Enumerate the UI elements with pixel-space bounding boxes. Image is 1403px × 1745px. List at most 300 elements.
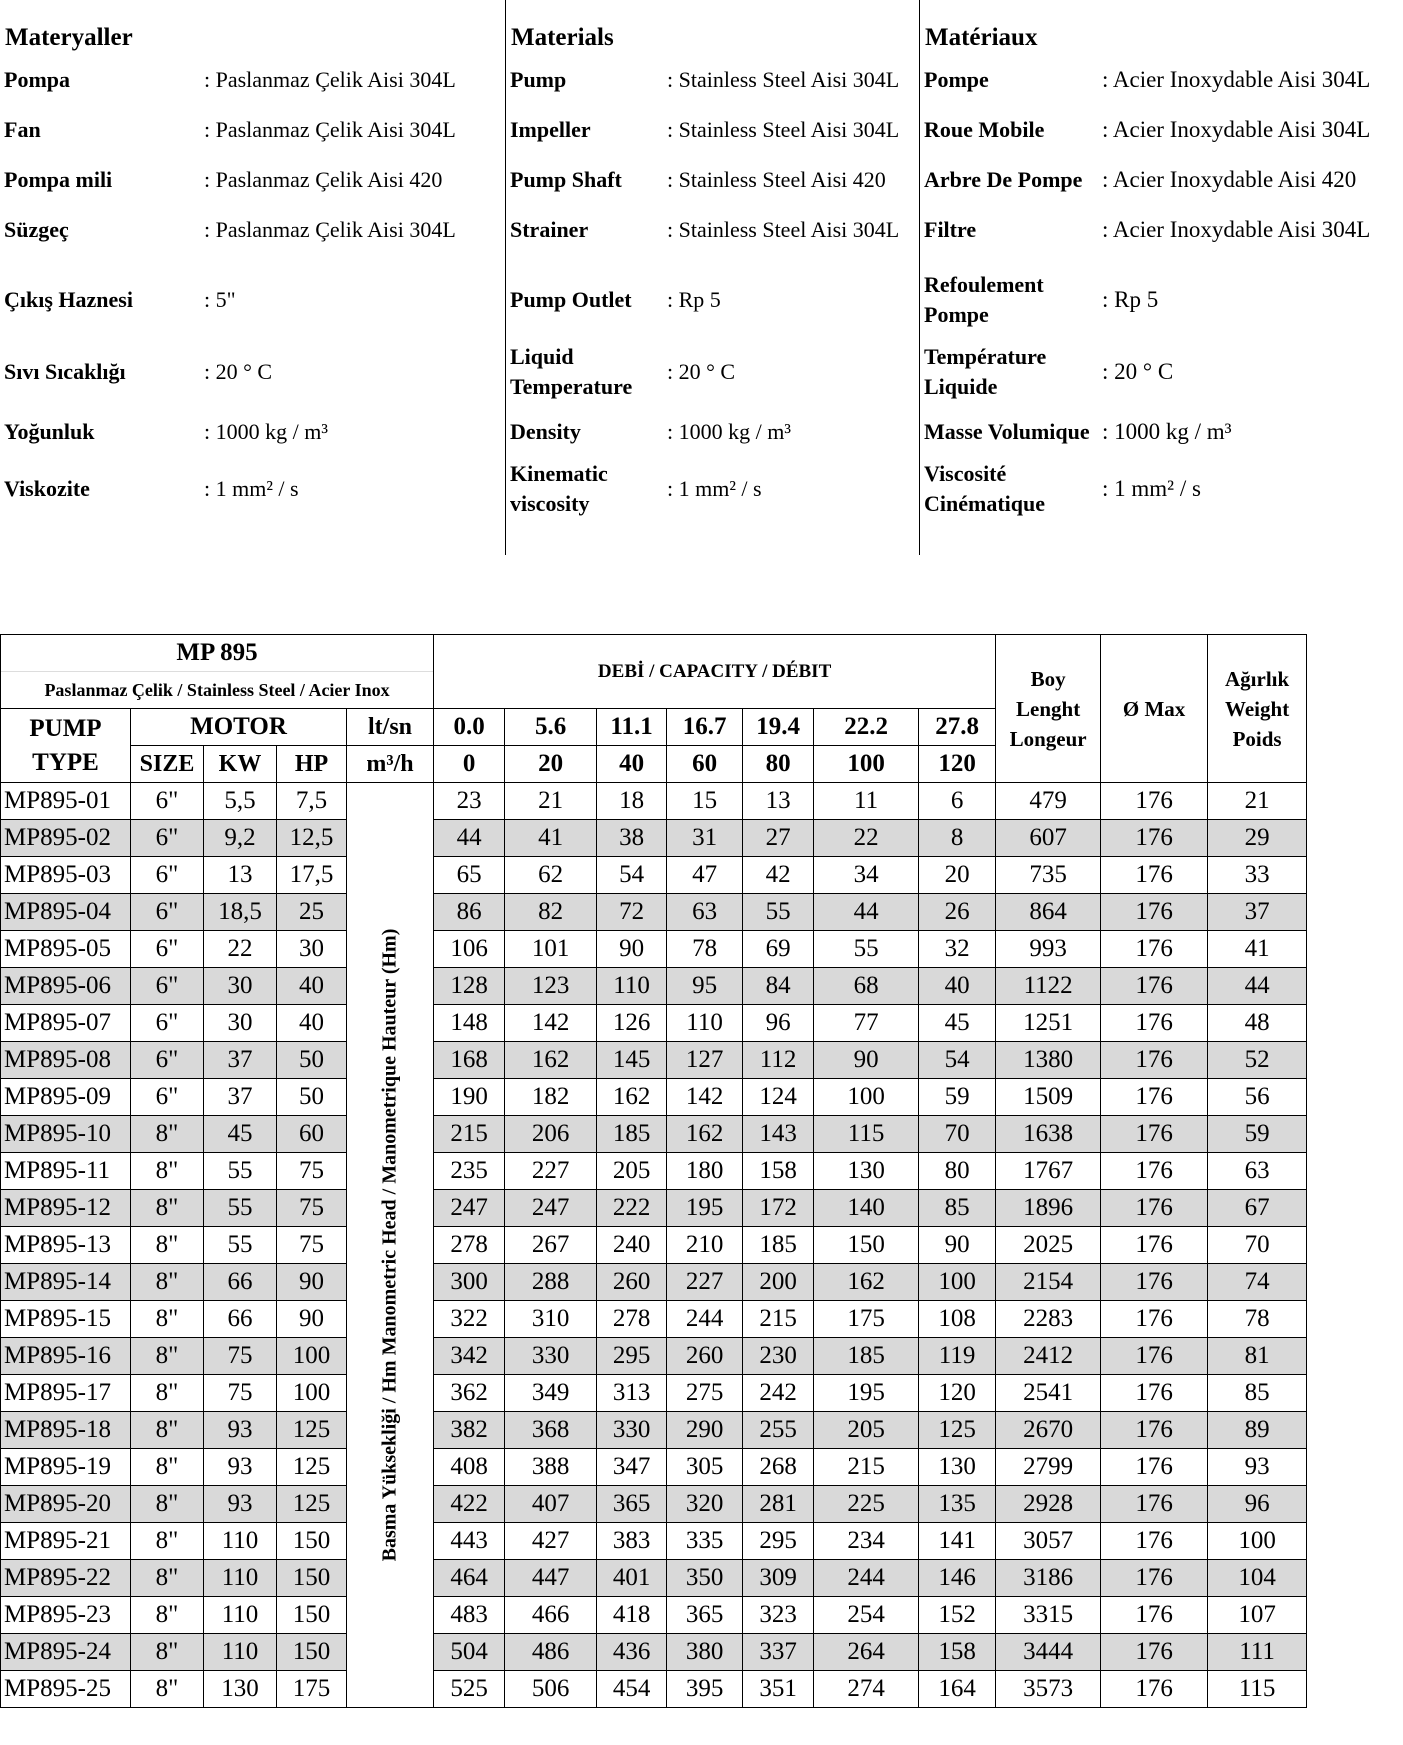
cell-type: MP895-22 — [1, 1560, 131, 1597]
cell-h6: 164 — [919, 1671, 996, 1708]
cell-weight: 41 — [1208, 931, 1307, 968]
cell-h6: 45 — [919, 1005, 996, 1042]
cell-h1: 349 — [505, 1375, 597, 1412]
table-row — [1, 1634, 1307, 1671]
cell-h0: 464 — [434, 1560, 505, 1597]
cell-h3: 380 — [667, 1634, 743, 1671]
cell-hp: 75 — [277, 1153, 347, 1190]
cell-h0: 342 — [434, 1338, 505, 1375]
material-label: Pompa — [4, 67, 70, 92]
cell-h5: 195 — [814, 1375, 919, 1412]
material-label: Température Liquide — [924, 344, 1047, 399]
cell-h2: 90 — [597, 931, 667, 968]
cell-diameter: 176 — [1101, 1153, 1208, 1190]
cell-type: MP895-12 — [1, 1190, 131, 1227]
cell-length: 479 — [996, 783, 1101, 820]
cell-h0: 422 — [434, 1486, 505, 1523]
cell-h5: 244 — [814, 1560, 919, 1597]
table-row — [1, 1597, 1307, 1634]
cell-h3: 63 — [667, 894, 743, 931]
cell-size: 6" — [131, 1079, 204, 1116]
cell-weight: 48 — [1208, 1005, 1307, 1042]
cell-h4: 124 — [743, 1079, 814, 1116]
cell-h4: 42 — [743, 857, 814, 894]
cell-h5: 22 — [814, 820, 919, 857]
cell-type: MP895-01 — [1, 783, 131, 820]
cell-kw: 93 — [204, 1412, 277, 1449]
cell-h3: 350 — [667, 1560, 743, 1597]
cell-kw: 110 — [204, 1523, 277, 1560]
material-label: Sıvı Sıcaklığı — [4, 359, 126, 384]
flow-lt-sn-6: 27.8 — [919, 709, 996, 746]
materials-section — [0, 0, 1403, 560]
cell-weight: 100 — [1208, 1523, 1307, 1560]
cell-h2: 260 — [597, 1264, 667, 1301]
cell-type: MP895-23 — [1, 1597, 131, 1634]
cell-h1: 288 — [505, 1264, 597, 1301]
cell-type: MP895-16 — [1, 1338, 131, 1375]
cell-kw: 9,2 — [204, 820, 277, 857]
pump-type-header: PUMP TYPE — [1, 709, 131, 783]
cell-hp: 17,5 — [277, 857, 347, 894]
cell-h0: 443 — [434, 1523, 505, 1560]
cell-h3: 275 — [667, 1375, 743, 1412]
cell-hp: 30 — [277, 931, 347, 968]
cell-h4: 255 — [743, 1412, 814, 1449]
flow-m3-h-2: 40 — [597, 746, 667, 783]
cell-h0: 278 — [434, 1227, 505, 1264]
cell-hp: 50 — [277, 1042, 347, 1079]
flow-lt-sn-5: 22.2 — [814, 709, 919, 746]
table-row — [1, 1449, 1307, 1486]
material-value: : Stainless Steel Aisi 420 — [667, 167, 886, 192]
lt-sn-header: lt/sn — [347, 709, 434, 746]
material-value: : 20 ° C — [667, 359, 736, 384]
cell-h3: 180 — [667, 1153, 743, 1190]
cell-h5: 225 — [814, 1486, 919, 1523]
cell-h1: 101 — [505, 931, 597, 968]
cell-weight: 56 — [1208, 1079, 1307, 1116]
cell-diameter: 176 — [1101, 894, 1208, 931]
cell-type: MP895-15 — [1, 1301, 131, 1338]
cell-h0: 322 — [434, 1301, 505, 1338]
cell-h6: 120 — [919, 1375, 996, 1412]
cell-h5: 130 — [814, 1153, 919, 1190]
cell-h1: 182 — [505, 1079, 597, 1116]
cell-type: MP895-24 — [1, 1634, 131, 1671]
cell-type: MP895-14 — [1, 1264, 131, 1301]
cell-h6: 100 — [919, 1264, 996, 1301]
cell-h5: 150 — [814, 1227, 919, 1264]
cell-size: 8" — [131, 1449, 204, 1486]
cell-size: 8" — [131, 1153, 204, 1190]
cell-h1: 267 — [505, 1227, 597, 1264]
cell-length: 993 — [996, 931, 1101, 968]
material-label: Pump — [510, 67, 567, 92]
cell-hp: 150 — [277, 1634, 347, 1671]
cell-weight: 37 — [1208, 894, 1307, 931]
cell-h6: 20 — [919, 857, 996, 894]
cell-h2: 365 — [597, 1486, 667, 1523]
cell-h2: 295 — [597, 1338, 667, 1375]
material-value: : 1000 kg / m³ — [204, 419, 328, 444]
cell-h4: 143 — [743, 1116, 814, 1153]
cell-length: 1122 — [996, 968, 1101, 1005]
cell-diameter: 176 — [1101, 1634, 1208, 1671]
cell-diameter: 176 — [1101, 1560, 1208, 1597]
cell-h5: 140 — [814, 1190, 919, 1227]
cell-hp: 150 — [277, 1560, 347, 1597]
cell-size: 6" — [131, 968, 204, 1005]
material-label: Pompe — [924, 67, 989, 92]
cell-kw: 75 — [204, 1375, 277, 1412]
material-row-fr-3 — [920, 162, 1403, 198]
cell-length: 3315 — [996, 1597, 1101, 1634]
cell-h6: 125 — [919, 1412, 996, 1449]
cell-size: 8" — [131, 1227, 204, 1264]
materials-title-fr: Matériaux — [925, 24, 1038, 51]
cell-h6: 32 — [919, 931, 996, 968]
cell-h2: 126 — [597, 1005, 667, 1042]
cell-h0: 215 — [434, 1116, 505, 1153]
cell-diameter: 176 — [1101, 1227, 1208, 1264]
cell-h6: 119 — [919, 1338, 996, 1375]
material-row-en-6 — [506, 342, 920, 402]
cell-hp: 40 — [277, 1005, 347, 1042]
cell-h1: 162 — [505, 1042, 597, 1079]
cell-h1: 62 — [505, 857, 597, 894]
cell-h4: 281 — [743, 1486, 814, 1523]
cell-size: 6" — [131, 820, 204, 857]
cell-hp: 150 — [277, 1523, 347, 1560]
cell-hp: 7,5 — [277, 783, 347, 820]
material-value: : Stainless Steel Aisi 304L — [667, 117, 900, 142]
materials-title-tr: Materyaller — [5, 24, 133, 51]
cell-h1: 506 — [505, 1671, 597, 1708]
cell-h3: 210 — [667, 1227, 743, 1264]
cell-h6: 90 — [919, 1227, 996, 1264]
cell-size: 8" — [131, 1486, 204, 1523]
cell-length: 3057 — [996, 1523, 1101, 1560]
table-row — [1, 783, 1307, 820]
cell-weight: 33 — [1208, 857, 1307, 894]
cell-h6: 108 — [919, 1301, 996, 1338]
material-value: : Stainless Steel Aisi 304L — [667, 67, 900, 92]
material-label: Strainer — [510, 217, 589, 242]
weight-header: Ağırlık Weight Poids — [1208, 635, 1307, 783]
material-row-fr-2 — [920, 112, 1403, 148]
cell-weight: 85 — [1208, 1375, 1307, 1412]
material-value: : 1000 kg / m³ — [1102, 419, 1232, 444]
material-label: Density — [510, 419, 581, 444]
cell-kw: 55 — [204, 1227, 277, 1264]
cell-h0: 247 — [434, 1190, 505, 1227]
cell-size: 8" — [131, 1301, 204, 1338]
cell-weight: 111 — [1208, 1634, 1307, 1671]
material-row-fr-6 — [920, 342, 1403, 402]
material-label: Yoğunluk — [4, 419, 95, 444]
cell-hp: 40 — [277, 968, 347, 1005]
material-value: : 1 mm² / s — [1102, 476, 1201, 501]
cell-h5: 77 — [814, 1005, 919, 1042]
cell-length: 3186 — [996, 1560, 1101, 1597]
cell-length: 735 — [996, 857, 1101, 894]
material-value: : 20 ° C — [204, 359, 273, 384]
material-row-fr-4 — [920, 212, 1403, 248]
cell-h4: 242 — [743, 1375, 814, 1412]
material-row-en-3 — [506, 162, 920, 198]
cell-length: 2799 — [996, 1449, 1101, 1486]
cell-h0: 235 — [434, 1153, 505, 1190]
size-header: SIZE — [131, 746, 204, 783]
cell-kw: 30 — [204, 1005, 277, 1042]
cell-type: MP895-19 — [1, 1449, 131, 1486]
material-label: Viskozite — [4, 476, 90, 501]
cell-h5: 274 — [814, 1671, 919, 1708]
table-row — [1, 1486, 1307, 1523]
table-row — [1, 1338, 1307, 1375]
cell-diameter: 176 — [1101, 1486, 1208, 1523]
cell-diameter: 176 — [1101, 1449, 1208, 1486]
flow-lt-sn-4: 19.4 — [743, 709, 814, 746]
cell-h2: 278 — [597, 1301, 667, 1338]
cell-length: 1251 — [996, 1005, 1101, 1042]
cell-h3: 15 — [667, 783, 743, 820]
cell-h4: 230 — [743, 1338, 814, 1375]
cell-h1: 330 — [505, 1338, 597, 1375]
materials-column-french — [919, 0, 1403, 555]
cell-size: 6" — [131, 931, 204, 968]
cell-h2: 330 — [597, 1412, 667, 1449]
material-value: : 1000 kg / m³ — [667, 419, 791, 444]
material-label: Pompa mili — [4, 167, 113, 192]
cell-h4: 295 — [743, 1523, 814, 1560]
cell-kw: 66 — [204, 1264, 277, 1301]
cell-diameter: 176 — [1101, 1375, 1208, 1412]
cell-h5: 205 — [814, 1412, 919, 1449]
cell-h2: 205 — [597, 1153, 667, 1190]
cell-type: MP895-08 — [1, 1042, 131, 1079]
cell-h3: 110 — [667, 1005, 743, 1042]
cell-h1: 206 — [505, 1116, 597, 1153]
cell-type: MP895-25 — [1, 1671, 131, 1708]
cell-length: 2412 — [996, 1338, 1101, 1375]
material-label: Liquid Temperature — [510, 344, 633, 399]
cell-kw: 93 — [204, 1486, 277, 1523]
cell-diameter: 176 — [1101, 1338, 1208, 1375]
cell-kw: 130 — [204, 1671, 277, 1708]
cell-h6: 141 — [919, 1523, 996, 1560]
cell-kw: 75 — [204, 1338, 277, 1375]
cell-diameter: 176 — [1101, 931, 1208, 968]
material-value: : Paslanmaz Çelik Aisi 304L — [204, 117, 456, 142]
cell-weight: 93 — [1208, 1449, 1307, 1486]
cell-h2: 418 — [597, 1597, 667, 1634]
cell-kw: 110 — [204, 1597, 277, 1634]
cell-size: 6" — [131, 783, 204, 820]
cell-type: MP895-07 — [1, 1005, 131, 1042]
cell-size: 8" — [131, 1375, 204, 1412]
material-label: Roue Mobile — [924, 117, 1045, 142]
cell-weight: 44 — [1208, 968, 1307, 1005]
cell-h4: 158 — [743, 1153, 814, 1190]
cell-type: MP895-21 — [1, 1523, 131, 1560]
cell-kw: 66 — [204, 1301, 277, 1338]
cell-size: 8" — [131, 1190, 204, 1227]
cell-h1: 447 — [505, 1560, 597, 1597]
cell-h5: 215 — [814, 1449, 919, 1486]
material-value: : Paslanmaz Çelik Aisi 304L — [204, 67, 456, 92]
table-row — [1, 931, 1307, 968]
flow-m3-h-5: 100 — [814, 746, 919, 783]
cell-h2: 38 — [597, 820, 667, 857]
cell-h0: 408 — [434, 1449, 505, 1486]
material-row-tr-3 — [0, 162, 505, 198]
cell-h3: 395 — [667, 1671, 743, 1708]
flow-m3-h-0: 0 — [434, 746, 505, 783]
length-header: Boy Lenght Longeur — [996, 635, 1101, 783]
material-value: : 1 mm² / s — [667, 476, 762, 501]
cell-h1: 310 — [505, 1301, 597, 1338]
cell-kw: 55 — [204, 1153, 277, 1190]
cell-h5: 162 — [814, 1264, 919, 1301]
cell-h6: 158 — [919, 1634, 996, 1671]
pump-spec-table — [0, 634, 1307, 1708]
material-row-en-5 — [506, 270, 920, 330]
cell-diameter: 176 — [1101, 1412, 1208, 1449]
cell-diameter: 176 — [1101, 820, 1208, 857]
cell-h6: 135 — [919, 1486, 996, 1523]
table-row — [1, 1005, 1307, 1042]
cell-h1: 368 — [505, 1412, 597, 1449]
hp-header: HP — [277, 746, 347, 783]
cell-h4: 96 — [743, 1005, 814, 1042]
cell-diameter: 176 — [1101, 857, 1208, 894]
cell-h4: 172 — [743, 1190, 814, 1227]
cell-h4: 268 — [743, 1449, 814, 1486]
cell-length: 607 — [996, 820, 1101, 857]
cell-h2: 454 — [597, 1671, 667, 1708]
cell-h2: 18 — [597, 783, 667, 820]
cell-h3: 78 — [667, 931, 743, 968]
cell-kw: 5,5 — [204, 783, 277, 820]
cell-h5: 90 — [814, 1042, 919, 1079]
cell-h0: 525 — [434, 1671, 505, 1708]
cell-size: 8" — [131, 1671, 204, 1708]
cell-h3: 47 — [667, 857, 743, 894]
cell-h6: 54 — [919, 1042, 996, 1079]
cell-h5: 264 — [814, 1634, 919, 1671]
material-row-fr-1 — [920, 62, 1403, 98]
cell-h1: 407 — [505, 1486, 597, 1523]
table-row — [1, 968, 1307, 1005]
material-label: Impeller — [510, 117, 591, 142]
cell-h5: 34 — [814, 857, 919, 894]
table-row — [1, 1042, 1307, 1079]
cell-weight: 96 — [1208, 1486, 1307, 1523]
material-label: Masse Volumique — [924, 419, 1090, 444]
material-row-en-2 — [506, 112, 920, 148]
cell-h6: 26 — [919, 894, 996, 931]
cell-size: 8" — [131, 1264, 204, 1301]
flow-lt-sn-1: 5.6 — [505, 709, 597, 746]
diameter-header: Ø Max — [1101, 635, 1208, 783]
table-row — [1, 1671, 1307, 1708]
cell-kw: 13 — [204, 857, 277, 894]
cell-h4: 351 — [743, 1671, 814, 1708]
cell-type: MP895-10 — [1, 1116, 131, 1153]
cell-size: 8" — [131, 1116, 204, 1153]
cell-diameter: 176 — [1101, 1005, 1208, 1042]
material-value: : Paslanmaz Çelik Aisi 420 — [204, 167, 443, 192]
cell-type: MP895-17 — [1, 1375, 131, 1412]
cell-h5: 115 — [814, 1116, 919, 1153]
material-row-en-8 — [506, 459, 920, 519]
table-row — [1, 1412, 1307, 1449]
cell-kw: 37 — [204, 1079, 277, 1116]
cell-hp: 175 — [277, 1671, 347, 1708]
cell-size: 8" — [131, 1338, 204, 1375]
table-row — [1, 1523, 1307, 1560]
flow-m3-h-1: 20 — [505, 746, 597, 783]
material-row-en-7 — [506, 402, 920, 462]
cell-hp: 150 — [277, 1597, 347, 1634]
cell-h1: 82 — [505, 894, 597, 931]
cell-weight: 104 — [1208, 1560, 1307, 1597]
cell-h2: 313 — [597, 1375, 667, 1412]
cell-h4: 69 — [743, 931, 814, 968]
cell-h2: 347 — [597, 1449, 667, 1486]
head-label: Basma Yüksekliği / Hm Manometric Head / Manometrique Hauteur (Hm) — [378, 928, 401, 1562]
cell-h5: 68 — [814, 968, 919, 1005]
cell-h3: 335 — [667, 1523, 743, 1560]
cell-h5: 175 — [814, 1301, 919, 1338]
cell-h4: 13 — [743, 783, 814, 820]
cell-h6: 85 — [919, 1190, 996, 1227]
cell-h3: 365 — [667, 1597, 743, 1634]
cell-h4: 112 — [743, 1042, 814, 1079]
cell-size: 8" — [131, 1634, 204, 1671]
cell-type: MP895-03 — [1, 857, 131, 894]
cell-h1: 41 — [505, 820, 597, 857]
cell-h2: 383 — [597, 1523, 667, 1560]
material-value: : Acier Inoxydable Aisi 304L — [1102, 67, 1371, 92]
table-row — [1, 1227, 1307, 1264]
cell-hp: 12,5 — [277, 820, 347, 857]
cell-diameter: 176 — [1101, 1671, 1208, 1708]
motor-header: MOTOR — [131, 709, 347, 746]
material-label: Filtre — [924, 217, 977, 242]
cell-h2: 54 — [597, 857, 667, 894]
cell-h1: 427 — [505, 1523, 597, 1560]
cell-kw: 30 — [204, 968, 277, 1005]
cell-h2: 162 — [597, 1079, 667, 1116]
cell-h6: 70 — [919, 1116, 996, 1153]
cell-h3: 244 — [667, 1301, 743, 1338]
cell-h3: 305 — [667, 1449, 743, 1486]
material-value: : 5" — [204, 287, 236, 312]
table-row — [1, 820, 1307, 857]
model-header: MP 895 — [1, 635, 434, 672]
cell-h5: 11 — [814, 783, 919, 820]
cell-kw: 37 — [204, 1042, 277, 1079]
cell-h4: 215 — [743, 1301, 814, 1338]
flow-m3-h-6: 120 — [919, 746, 996, 783]
materials-title-en: Materials — [511, 24, 614, 51]
material-row-tr-2 — [0, 112, 505, 148]
materials-column-turkish — [0, 0, 505, 560]
material-value: : Paslanmaz Çelik Aisi 304L — [204, 217, 456, 242]
